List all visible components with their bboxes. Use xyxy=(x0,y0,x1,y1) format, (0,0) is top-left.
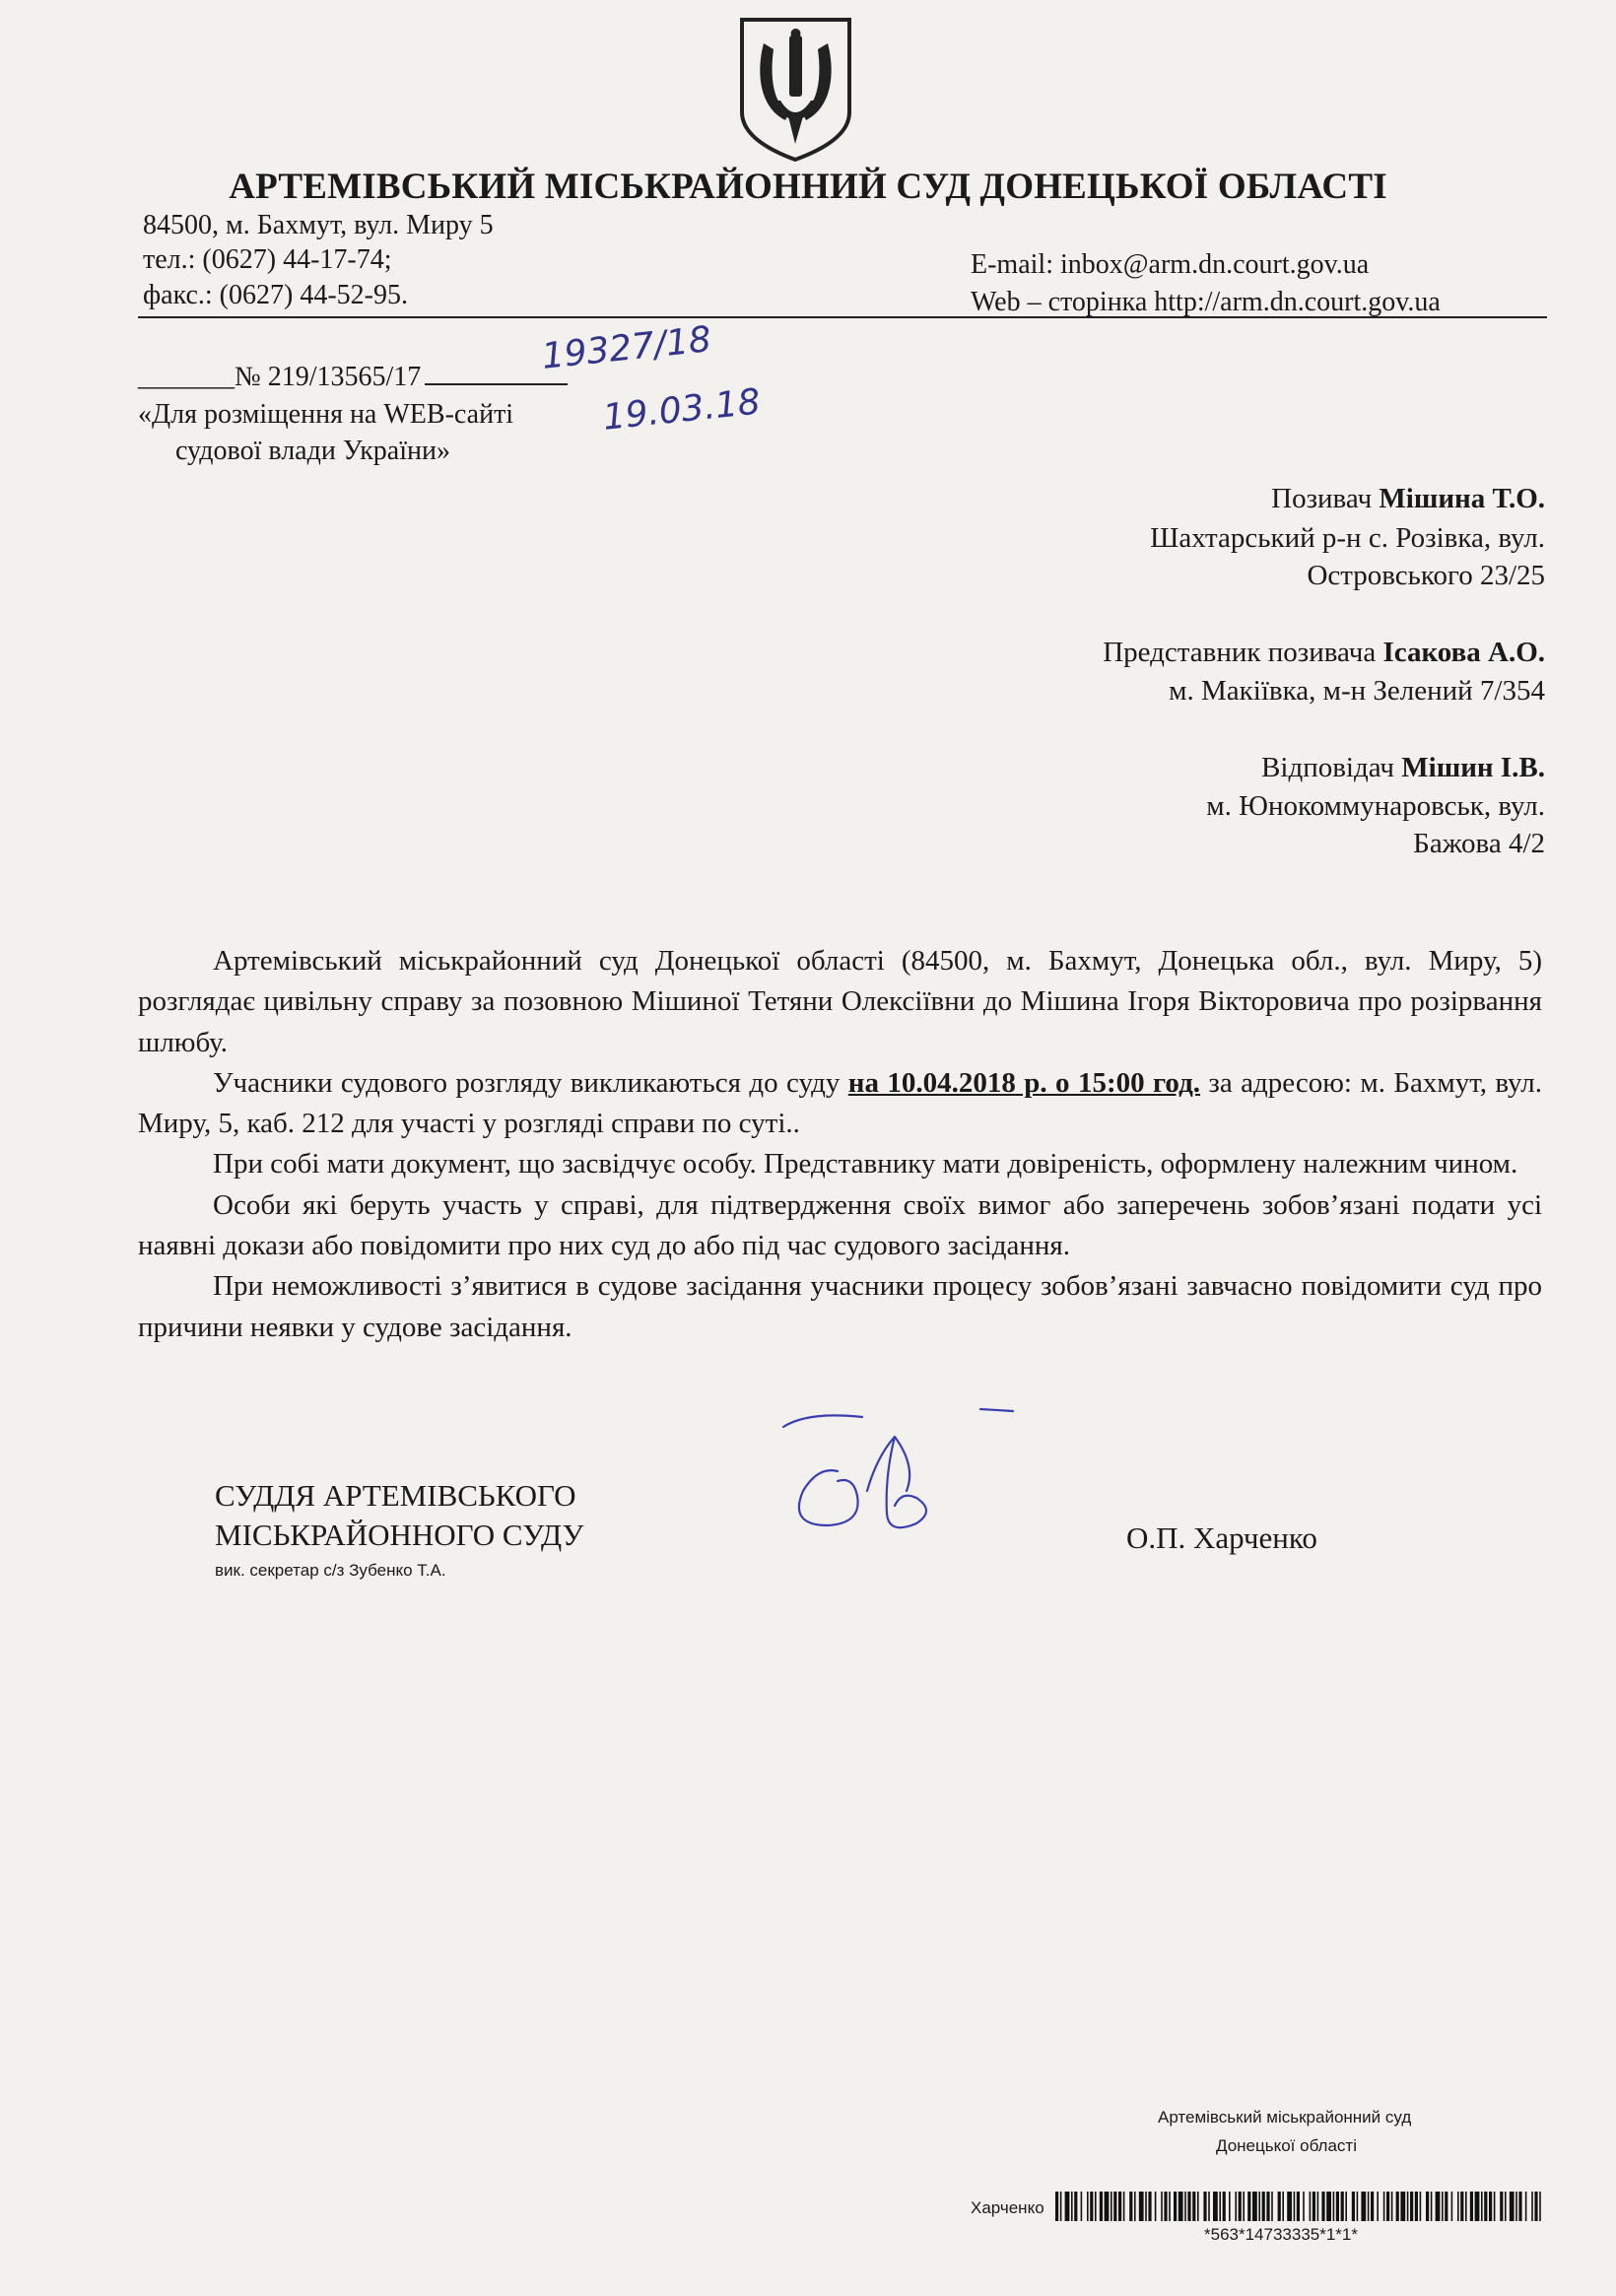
registration-prefix: _______№ xyxy=(138,362,261,392)
defendant-name: Мішин І.В. xyxy=(1401,752,1545,783)
handwritten-outgoing-number: 19327/18 xyxy=(539,319,713,377)
plaintiff-name: Мішина Т.О. xyxy=(1379,483,1545,514)
defendant-line xyxy=(1261,752,1545,784)
plaintiff-address-1: Шахтарський р-н с. Розівка, вул. xyxy=(1150,522,1545,554)
hearing-datetime: на 10.04.2018 р. о 15:00 год. xyxy=(847,1066,1201,1099)
handwritten-date: 19.03.18 xyxy=(600,381,763,439)
body-paragraph-5: При неможливості з’явитися в судове засідання учасники процесу зобов’язані завчасно повідомити суд про причини неявки у судове засідання. xyxy=(138,1270,1542,1343)
secretary-note: вик. секретар с/з Зубенко Т.А. xyxy=(215,1561,446,1580)
representative-label: Представник позивача xyxy=(1103,637,1377,668)
court-address: 84500, м. Бахмут, вул. Миру 5 xyxy=(143,210,494,240)
representative-address: м. Макіївка, м-н Зелений 7/354 xyxy=(1169,675,1545,707)
barcode-icon xyxy=(1055,2192,1542,2221)
defendant-address-2: Бажова 4/2 xyxy=(1413,828,1545,859)
court-fax: факс.: (0627) 44-52-95. xyxy=(143,280,408,310)
judge-name: О.П. Харченко xyxy=(1126,1520,1317,1555)
judge-title-line2: МІСЬКРАЙОННОГО СУДУ xyxy=(215,1518,584,1552)
plaintiff-address-2: Островського 23/25 xyxy=(1307,560,1545,591)
barcode-label: Харченко xyxy=(971,2198,1044,2217)
plaintiff-line xyxy=(1271,483,1545,515)
publication-note-line1: «Для розміщення на WEB-сайті xyxy=(138,399,514,430)
court-phone: тел.: (0627) 44-17-74; xyxy=(143,244,392,275)
publication-note-line2: судової влади України» xyxy=(175,436,450,466)
court-website: Web – сторінка http://arm.dn.court.gov.ua xyxy=(971,287,1441,317)
body-paragraph-3: При собі мати документ, що засвідчує особу. Представнику мати довіреність, оформлену належним чином. xyxy=(213,1148,1518,1181)
stamp-region: Донецької області xyxy=(1216,2136,1357,2155)
representative-name: Ісакова А.О. xyxy=(1382,637,1545,668)
judge-title-line1: СУДДЯ АРТЕМІВСЬКОГО xyxy=(215,1478,576,1513)
barcode-number: *563*14733335*1*1* xyxy=(1204,2225,1358,2244)
representative-line xyxy=(1103,637,1545,669)
hearing-address: за адресою: м. Бахмут, вул. Миру, 5, каб. 212 для участі у розгляді справи по суті.. xyxy=(138,1066,1543,1140)
body-paragraph-4: Особи які беруть участь у справі, для підтвердження своїх вимог або заперечень зобов’язані подати усі наявні докази або повідомити про них суд до або під час судового засідання. xyxy=(138,1188,1542,1262)
plaintiff-label: Позивач xyxy=(1271,483,1373,514)
defendant-address-1: м. Юнокоммунаровськ, вул. xyxy=(1206,790,1545,822)
court-email: E-mail: inbox@arm.dn.court.gov.ua xyxy=(971,249,1370,280)
letter-body xyxy=(138,941,1542,1348)
court-title: АРТЕМІВСЬКИЙ МІСЬКРАЙОННИЙ СУД ДОНЕЦЬКОЇ ОБЛАСТІ xyxy=(229,167,1387,207)
case-number: 219/13565/17 xyxy=(267,362,422,392)
stamp-court-name: Артемівський міськрайонний суд xyxy=(1158,2108,1412,2127)
defendant-label: Відповідач xyxy=(1261,752,1395,783)
handwritten-signature-icon xyxy=(769,1397,1025,1555)
header-divider xyxy=(138,316,1547,318)
registration-number xyxy=(138,362,568,393)
body-paragraph-2 xyxy=(138,1063,1542,1145)
coat-of-arms-icon xyxy=(734,14,857,164)
summons-text: Учасники судового розгляду викликаються до суду xyxy=(213,1066,848,1099)
body-paragraph-1: Артемівський міськрайонний суд Донецької області (84500, м. Бахмут, Донецька обл., вул. Миру, 5) розглядає цивільну справу за позовною Мішиної Тетяни Олексіївни до Мішина Ігоря Вікторовича про розірвання шлюбу. xyxy=(138,945,1542,1058)
